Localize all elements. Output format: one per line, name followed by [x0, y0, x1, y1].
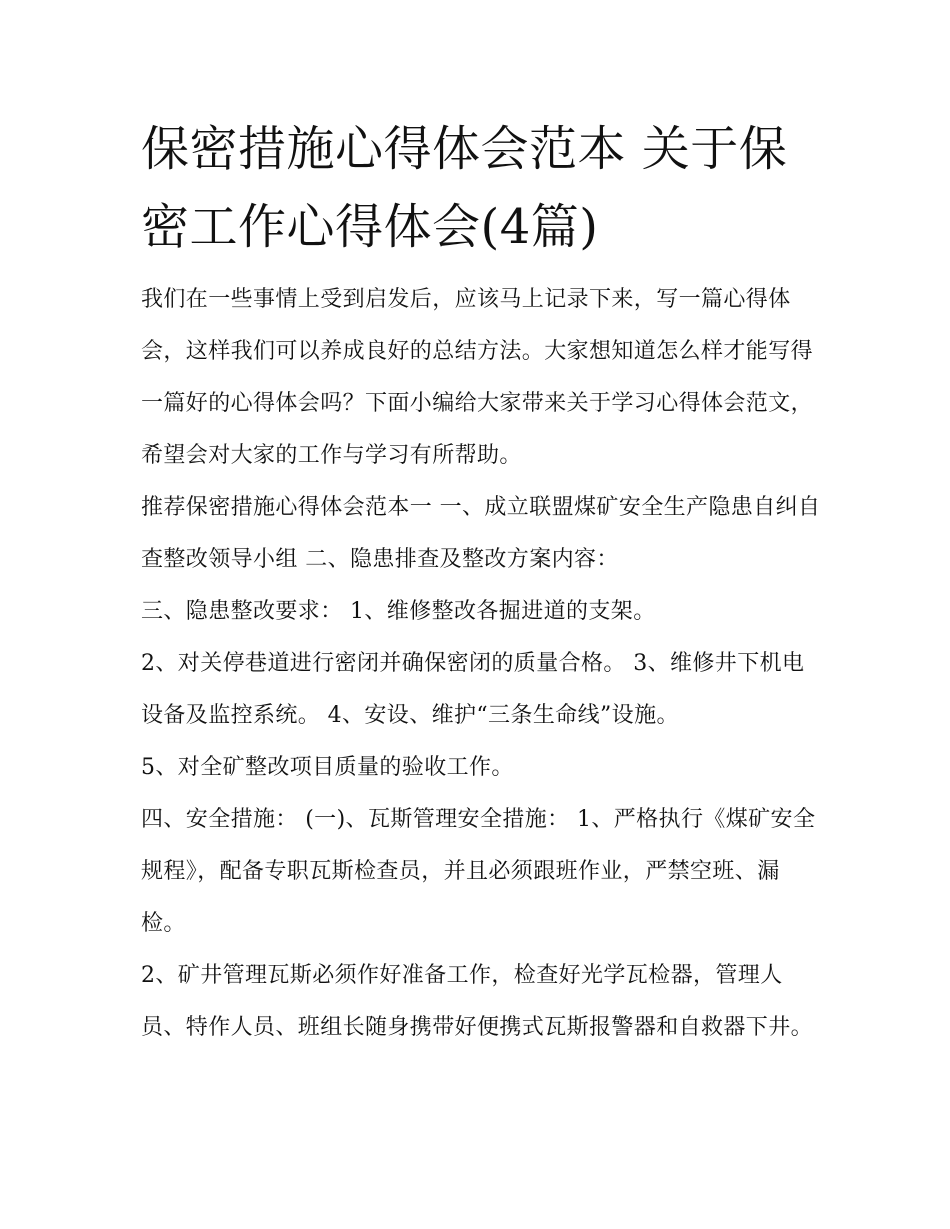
- document-page: [141, 110, 821, 1054]
- paragraph-gas-management: 2、矿井管理瓦斯必须作好准备工作，检查好光学瓦检器，管理人员、特作人员、班组长随身携带好便携式瓦斯报警器和自救器下井。: [141, 963, 814, 1040]
- paragraph-intro: 我们在一些事情上受到启发后，应该马上记录下来，写一篇心得体会，这样我们可以养成良好的总结方法。大家想知道怎么样才能写得一篇好的心得体会吗？下面小编给大家带来关于学习心得体会范文，希望会对大家的工作与学习有所帮助。: [141, 287, 814, 468]
- document-title: 保密措施心得体会范本 关于保密工作心得体会(4篇): [141, 121, 788, 255]
- paragraph-items-2-4: 2、对关停巷道进行密闭并确保密闭的质量合格。 3、维修井下机电设备及监控系统。 4、安设、维护“三条生命线”设施。: [141, 651, 805, 728]
- paragraph-sample-one: 推荐保密措施心得体会范本一 一、成立联盟煤矿安全生产隐患自纠自查整改领导小组 二、隐患排查及整改方案内容：: [141, 495, 821, 572]
- document-body: [141, 274, 821, 1054]
- paragraph-item-5: 5、对全矿整改项目质量的验收工作。: [141, 755, 514, 780]
- paragraph-safety-measures: 四、安全措施： (一)、瓦斯管理安全措施： 1、严格执行《煤矿安全规程》，配备专职瓦斯检查员，并且必须跟班作业，严禁空班、漏检。: [141, 807, 816, 936]
- paragraph-requirements: 三、隐患整改要求： 1、维修整改各掘进道的支架。: [141, 599, 656, 624]
